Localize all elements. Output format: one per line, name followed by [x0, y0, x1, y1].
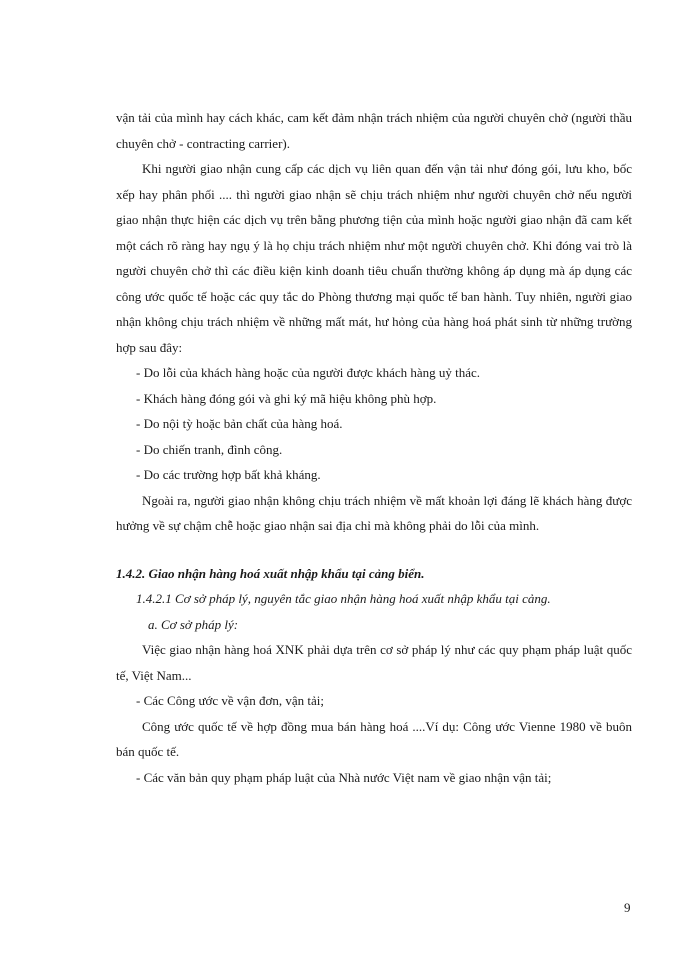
exclusion-item: - Do lỗi của khách hàng hoặc của người được khách hàng uỷ thác.	[136, 365, 481, 380]
exclusion-item: - Khách hàng đóng gói và ghi ký mã hiệu không phù hợp.	[136, 390, 437, 406]
exclusion-item: - Do chiến tranh, đình công.	[136, 441, 283, 457]
page-body	[116, 105, 632, 790]
section-heading: 1.4.2. Giao nhận hàng hoá xuất nhập khẩu tại cảng biển.	[116, 565, 425, 581]
subsection-heading: 1.4.2.1 Cơ sở pháp lý, nguyên tắc giao nhận hàng hoá xuất nhập khẩu tại cảng.	[136, 591, 551, 606]
legal-item: - Các Công ước về vận đơn, vận tải;	[136, 693, 324, 708]
paragraph-international-convention: Công ước quốc tế về hợp đồng mua bán hàng hoá ....Ví dụ: Công ước Vienne 1980 về buôn bán quốc tế.	[116, 718, 632, 759]
paragraph-carrier-liability: vận tải của mình hay cách khác, cam kết đảm nhận trách nhiệm của người chuyên chở (người thầu chuyên chở - contracting carrier).	[116, 110, 632, 151]
paragraph-forwarder-services: Khi người giao nhận cung cấp các dịch vụ liên quan đến vận tải như đóng gói, lưu kho, bốc xếp hay phân phối .... thì người giao nhận sẽ chịu trách nhiệm như người chuyên chở nếu người giao nhận thực hiện các dịch vụ trên bằng phương tiện của mình hoặc người giao nhận đã cam kết một cách rõ ràng hay ngụ ý là họ chịu trách nhiệm như một người chuyên chở. Khi đóng vai trò là người chuyên chở thì các điều kiện kinh doanh tiêu chuẩn thường không áp dụng mà áp dụng các công ước quốc tế hoặc các quy tắc do Phòng thương mại quốc tế ban hành. Tuy nhiên, người giao nhận không chịu trách nhiệm về những mất mát, hư hỏng của hàng hoá phát sinh từ những trường hợp sau đây:	[116, 161, 632, 355]
exclusion-item: - Do các trường hợp bất khả kháng.	[136, 467, 321, 482]
page-number: 9	[624, 900, 631, 915]
paragraph-lost-profit: Ngoài ra, người giao nhận không chịu trách nhiệm về mất khoản lợi đáng lẽ khách hàng được hưởng về sự chậm chễ hoặc giao nhận sai địa chỉ mà không phải do lỗi của mình.	[116, 492, 632, 533]
exclusion-item: - Do nội tỳ hoặc bản chất của hàng hoá.	[136, 416, 343, 431]
paragraph-legal-basis: Việc giao nhận hàng hoá XNK phải dựa trên cơ sở pháp lý như các quy phạm pháp luật quốc tế, Việt Nam...	[116, 642, 632, 683]
subsubsection-heading: a. Cơ sở pháp lý:	[148, 616, 239, 632]
legal-item: - Các văn bản quy phạm pháp luật của Nhà nước Việt nam về giao nhận vận tải;	[136, 769, 552, 785]
